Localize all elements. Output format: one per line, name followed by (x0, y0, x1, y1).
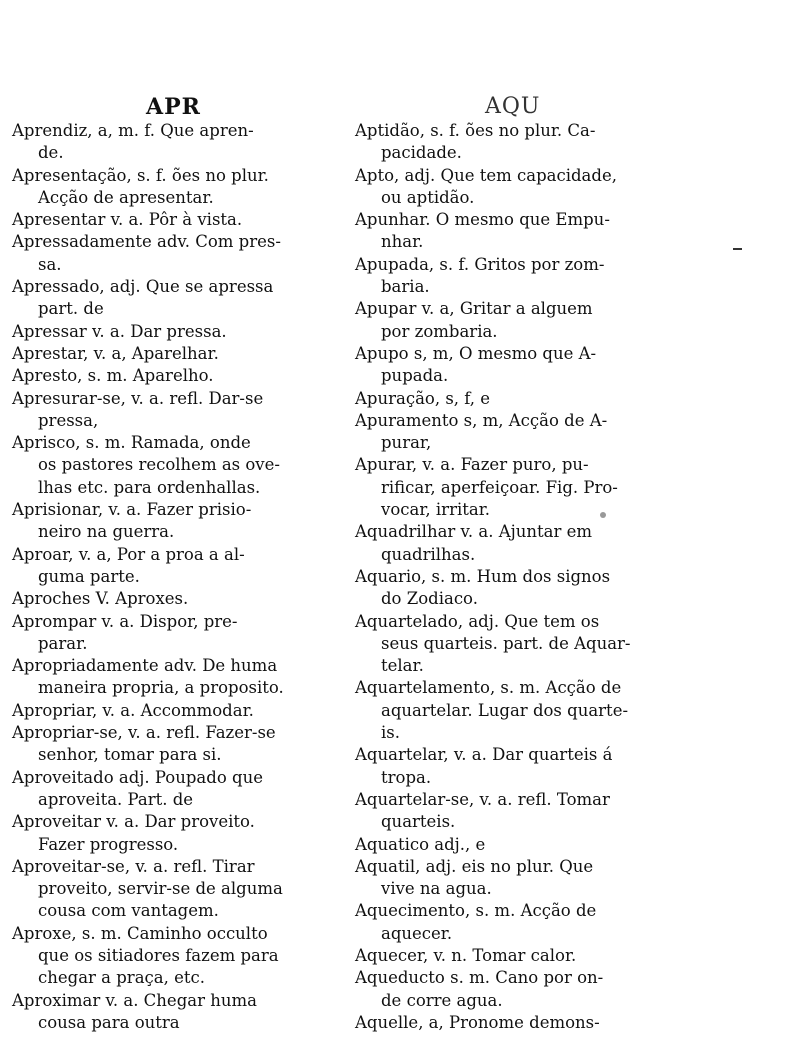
dictionary-entry (12, 856, 332, 923)
dictionary-entry (12, 276, 332, 321)
dictionary-entry (12, 321, 332, 343)
dictionary-entry (12, 209, 332, 231)
entry-continuation: lhas etc. para ordenhallas. (38, 477, 261, 497)
entry-continuation: Fazer progresso. (38, 834, 179, 854)
entry-continuation: proveito, servir-se de alguma (38, 879, 283, 899)
entry-headline: Aptidão, s. f. ões no plur. Ca- (355, 121, 596, 140)
dictionary-entry (12, 700, 332, 722)
entry-headline: Aprisionar, v. a. Fazer prisio- (12, 500, 252, 520)
entry-headline: Aquecer, v. n. Tomar calor. (355, 945, 577, 965)
entry-continuation: purar, (381, 433, 432, 453)
entry-headline: Aproches V. Aproxes. (12, 589, 189, 609)
dictionary-entry (355, 298, 685, 343)
ink-dash (733, 248, 742, 250)
entry-headline: Apressadamente adv. Com pres- (12, 232, 281, 252)
entry-continuation: rificar, aperfeiçoar. Fig. Pro- (381, 477, 618, 497)
entry-headline: Aquelle, a, Pronome demons- (355, 1012, 600, 1032)
dictionary-entry (355, 254, 685, 299)
entry-headline: Apropriadamente adv. De huma (12, 656, 278, 676)
entry-headline: Apresto, s. m. Aparelho. (12, 366, 214, 386)
entry-continuation: parar. (38, 633, 88, 653)
entry-continuation: de corre agua. (381, 990, 503, 1010)
dictionary-entry (355, 566, 685, 611)
entry-continuation: vive na agua. (381, 879, 492, 899)
entry-headline: Aprisco, s. m. Ramada, onde (12, 433, 251, 453)
entry-headline: Aproveitado adj. Poupado que (12, 767, 263, 787)
entry-continuation: neiro na guerra. (38, 522, 175, 542)
entry-continuation: senhor, tomar para si. (38, 745, 222, 765)
dictionary-entry (12, 588, 332, 610)
entry-headline: Aprestar, v. a, Aparelhar. (12, 343, 219, 363)
entry-headline: Apuração, s, f, e (355, 388, 491, 408)
dictionary-entry (355, 677, 685, 744)
entry-headline: Aquartelar, v. a. Dar quarteis á (355, 745, 613, 765)
dictionary-entry (355, 945, 685, 967)
entry-headline: Apupo s, m, O mesmo que A- (355, 343, 597, 363)
entry-headline: Aproxe, s. m. Caminho occulto (12, 923, 268, 943)
entry-headline: Aprompar v. a. Dispor, pre- (12, 611, 238, 631)
entry-headline: Apresentação, s. f. ões no plur. (12, 165, 269, 185)
dictionary-entry (12, 432, 332, 499)
entry-headline: Aquario, s. m. Hum dos signos (355, 566, 611, 586)
entry-continuation: aproveita. Part. de (38, 789, 194, 809)
page-header-right: AQU (485, 94, 541, 119)
dictionary-entry (12, 231, 332, 276)
entry-continuation: sa. (38, 254, 62, 274)
entry-continuation: tropa. (381, 767, 432, 787)
entry-continuation: de. (38, 143, 64, 163)
dictionary-entry (355, 789, 685, 834)
dictionary-entry (12, 722, 332, 767)
entry-continuation: que os sitiadores fazem para (38, 945, 279, 965)
dictionary-entry (355, 388, 685, 410)
dictionary-entry (355, 744, 685, 789)
entry-continuation: quadrilhas. (381, 544, 476, 564)
entry-headline: Aquartelado, adj. Que tem os (355, 611, 600, 631)
dictionary-entry (355, 521, 685, 566)
entry-continuation: is. (381, 723, 400, 743)
entry-continuation: aquecer. (381, 923, 453, 943)
entry-continuation: ou aptidão. (381, 187, 475, 207)
dictionary-entry (12, 655, 332, 700)
entry-headline: Apuramento s, m, Acção de A- (355, 410, 608, 430)
dictionary-entry (355, 410, 685, 455)
entry-headline: Aproximar v. a. Chegar huma (12, 990, 257, 1010)
entry-headline: Aproveitar v. a. Dar proveito. (12, 812, 255, 832)
entry-headline: Apto, adj. Que tem capacidade, (355, 165, 617, 185)
entry-headline: Aquartelar-se, v. a. refl. Tomar (355, 789, 610, 809)
entry-continuation: Acção de apresentar. (38, 187, 214, 207)
entry-continuation: chegar a praça, etc. (38, 968, 205, 988)
dictionary-entry (12, 611, 332, 656)
entry-headline: Apresurar-se, v. a. refl. Dar-se (12, 388, 264, 408)
dictionary-entry (12, 767, 332, 812)
entry-continuation: maneira propria, a proposito. (38, 678, 284, 698)
entry-headline: Aquadrilhar v. a. Ajuntar em (355, 522, 593, 542)
entry-continuation: aquartelar. Lugar dos quarte- (381, 700, 629, 720)
dictionary-entry (12, 811, 332, 856)
left-column (12, 120, 332, 1034)
entry-continuation: pacidade. (381, 143, 462, 163)
entry-continuation: do Zodiaco. (381, 589, 478, 609)
dictionary-entry (12, 343, 332, 365)
right-column (355, 120, 685, 1034)
dictionary-entry (12, 544, 332, 589)
entry-headline: Aquatil, adj. eis no plur. Que (355, 856, 594, 876)
dictionary-entry (355, 165, 685, 210)
dictionary-entry (355, 454, 685, 521)
entry-continuation: pupada. (381, 366, 449, 386)
dictionary-entry (355, 834, 685, 856)
entry-headline: Aquatico adj., e (355, 834, 486, 854)
entry-continuation: quarteis. (381, 812, 456, 832)
entry-headline: Apresentar v. a. Pôr à vista. (12, 210, 243, 230)
entry-headline: Aproveitar-se, v. a. refl. Tirar (12, 856, 255, 876)
entry-continuation: os pastores recolhem as ove- (38, 455, 280, 475)
entry-continuation: nhar. (381, 232, 424, 252)
entry-headline: Apupar v. a, Gritar a alguem (355, 299, 593, 319)
dictionary-entry (355, 611, 685, 678)
entry-headline: Aquecimento, s. m. Acção de (355, 901, 597, 921)
entry-headline: Apressado, adj. Que se apressa (12, 277, 274, 297)
entry-continuation: part. de (38, 299, 104, 319)
dictionary-entry (355, 120, 685, 165)
entry-continuation: pressa, (38, 410, 99, 430)
dictionary-entry (355, 967, 685, 1012)
dictionary-entry (12, 923, 332, 990)
dictionary-entry (355, 856, 685, 901)
entry-headline: Aquartelamento, s. m. Acção de (355, 678, 622, 698)
dictionary-entry (12, 120, 332, 165)
dictionary-entry (355, 343, 685, 388)
dictionary-entry (12, 365, 332, 387)
dictionary-entry (355, 900, 685, 945)
entry-continuation: cousa com vantagem. (38, 901, 219, 921)
entry-continuation: guma parte. (38, 566, 140, 586)
entry-headline: Apupada, s. f. Gritos por zom- (355, 254, 605, 274)
entry-continuation: seus quarteis. part. de Aquar- (381, 633, 631, 653)
dictionary-entry (12, 499, 332, 544)
entry-headline: Aprendiz, a, m. f. Que apren- (12, 121, 254, 140)
entry-headline: Aproar, v. a, Por a proa a al- (12, 544, 245, 564)
dictionary-entry (12, 165, 332, 210)
entry-continuation: baria. (381, 277, 430, 297)
dictionary-entry (355, 209, 685, 254)
entry-headline: Aqueducto s. m. Cano por on- (355, 968, 604, 988)
dictionary-entry (12, 990, 332, 1035)
dictionary-entry (355, 1012, 685, 1034)
entry-headline: Apropriar-se, v. a. refl. Fazer-se (12, 723, 276, 743)
entry-headline: Apurar, v. a. Fazer puro, pu- (355, 455, 589, 475)
entry-headline: Apropriar, v. a. Accommodar. (12, 700, 254, 720)
entry-continuation: telar. (381, 656, 424, 676)
entry-headline: Apunhar. O mesmo que Empu- (355, 210, 610, 230)
entry-continuation: por zombaria. (381, 321, 498, 341)
entry-continuation: vocar, irritar. (381, 500, 491, 520)
dictionary-entry (12, 388, 332, 433)
page-header-left: APR (146, 94, 201, 120)
entry-continuation: cousa para outra (38, 1012, 180, 1032)
entry-headline: Apressar v. a. Dar pressa. (12, 321, 227, 341)
